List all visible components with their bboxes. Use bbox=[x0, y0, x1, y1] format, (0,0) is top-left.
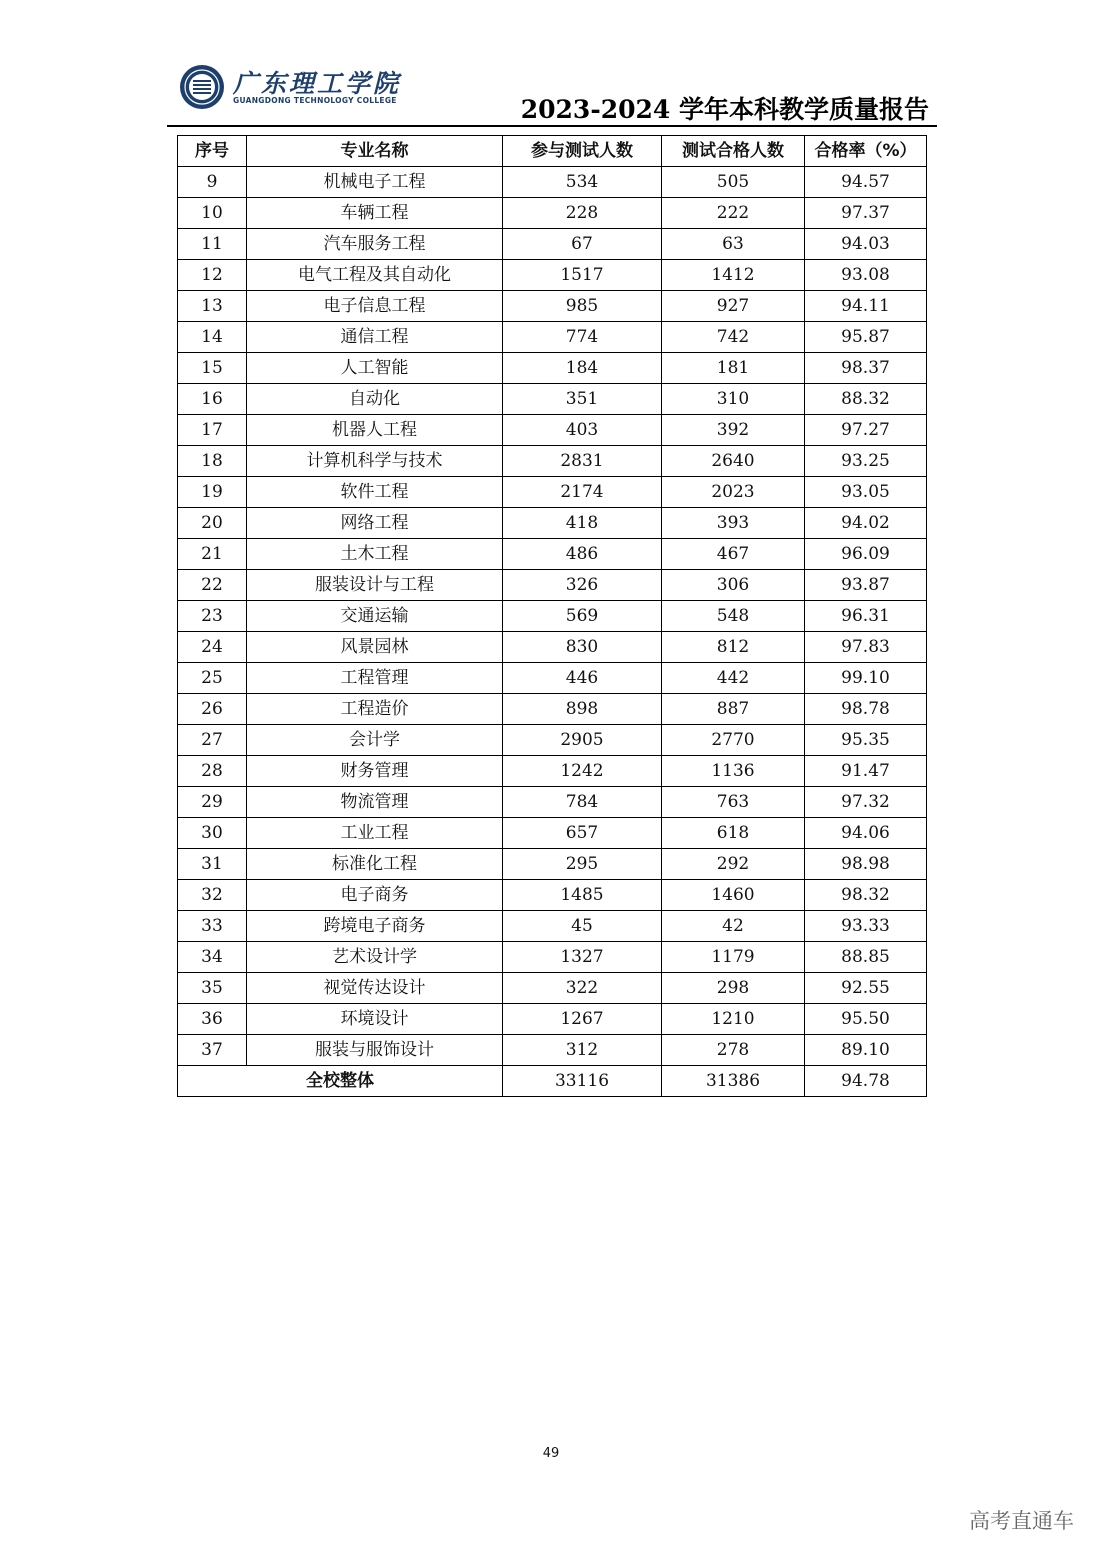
pass-rate: 94.03 bbox=[805, 229, 927, 260]
passed: 298 bbox=[662, 973, 805, 1004]
participants: 295 bbox=[503, 849, 662, 880]
major-name: 人工智能 bbox=[247, 353, 503, 384]
passed: 63 bbox=[662, 229, 805, 260]
pass-rate: 94.11 bbox=[805, 291, 927, 322]
column-header: 专业名称 bbox=[247, 136, 503, 167]
row-number: 12 bbox=[178, 260, 247, 291]
participants: 534 bbox=[503, 167, 662, 198]
row-number: 20 bbox=[178, 508, 247, 539]
table-row bbox=[178, 756, 927, 787]
school-name-en: GUANGDONG TECHNOLOGY COLLEGE bbox=[233, 96, 397, 105]
row-number: 28 bbox=[178, 756, 247, 787]
major-name: 会计学 bbox=[247, 725, 503, 756]
participants: 446 bbox=[503, 663, 662, 694]
participants: 774 bbox=[503, 322, 662, 353]
major-name: 机械电子工程 bbox=[247, 167, 503, 198]
table-row bbox=[178, 694, 927, 725]
participants: 985 bbox=[503, 291, 662, 322]
row-number: 15 bbox=[178, 353, 247, 384]
school-seal-icon bbox=[179, 64, 225, 110]
major-name: 土木工程 bbox=[247, 539, 503, 570]
row-number: 26 bbox=[178, 694, 247, 725]
major-name: 工业工程 bbox=[247, 818, 503, 849]
row-number: 11 bbox=[178, 229, 247, 260]
row-number: 21 bbox=[178, 539, 247, 570]
major-name: 车辆工程 bbox=[247, 198, 503, 229]
row-number: 35 bbox=[178, 973, 247, 1004]
table-row bbox=[178, 229, 927, 260]
table-row bbox=[178, 384, 927, 415]
participants: 2174 bbox=[503, 477, 662, 508]
row-number: 14 bbox=[178, 322, 247, 353]
column-header: 测试合格人数 bbox=[662, 136, 805, 167]
page-header bbox=[167, 58, 937, 128]
passed: 505 bbox=[662, 167, 805, 198]
table-row bbox=[178, 570, 927, 601]
major-name: 视觉传达设计 bbox=[247, 973, 503, 1004]
row-number: 27 bbox=[178, 725, 247, 756]
row-number: 10 bbox=[178, 198, 247, 229]
row-number: 17 bbox=[178, 415, 247, 446]
table-row bbox=[178, 291, 927, 322]
participants: 45 bbox=[503, 911, 662, 942]
pass-rate: 96.31 bbox=[805, 601, 927, 632]
major-name: 服装与服饰设计 bbox=[247, 1035, 503, 1066]
passed: 2640 bbox=[662, 446, 805, 477]
total-row bbox=[178, 1066, 927, 1097]
table-row bbox=[178, 198, 927, 229]
column-header: 合格率（%） bbox=[805, 136, 927, 167]
passed: 1179 bbox=[662, 942, 805, 973]
pass-rate: 96.09 bbox=[805, 539, 927, 570]
passed: 1136 bbox=[662, 756, 805, 787]
major-name: 财务管理 bbox=[247, 756, 503, 787]
passed: 927 bbox=[662, 291, 805, 322]
passed: 392 bbox=[662, 415, 805, 446]
table-row bbox=[178, 415, 927, 446]
pass-rate: 95.35 bbox=[805, 725, 927, 756]
pass-rate: 88.32 bbox=[805, 384, 927, 415]
passed: 393 bbox=[662, 508, 805, 539]
passed: 1412 bbox=[662, 260, 805, 291]
table-row bbox=[178, 787, 927, 818]
major-name: 机器人工程 bbox=[247, 415, 503, 446]
pass-rate: 88.85 bbox=[805, 942, 927, 973]
major-name: 工程管理 bbox=[247, 663, 503, 694]
passed: 2023 bbox=[662, 477, 805, 508]
pass-rate: 97.32 bbox=[805, 787, 927, 818]
participants: 486 bbox=[503, 539, 662, 570]
major-name: 交通运输 bbox=[247, 601, 503, 632]
major-name: 网络工程 bbox=[247, 508, 503, 539]
row-number: 36 bbox=[178, 1004, 247, 1035]
passed: 306 bbox=[662, 570, 805, 601]
participants: 898 bbox=[503, 694, 662, 725]
row-number: 31 bbox=[178, 849, 247, 880]
passed: 442 bbox=[662, 663, 805, 694]
report-title: 2023-2024 学年本科教学质量报告 bbox=[520, 95, 929, 124]
major-name: 标准化工程 bbox=[247, 849, 503, 880]
row-number: 16 bbox=[178, 384, 247, 415]
pass-rate: 94.06 bbox=[805, 818, 927, 849]
pass-rate: 93.25 bbox=[805, 446, 927, 477]
participants: 228 bbox=[503, 198, 662, 229]
pass-rate: 92.55 bbox=[805, 973, 927, 1004]
passed: 1210 bbox=[662, 1004, 805, 1035]
passed: 42 bbox=[662, 911, 805, 942]
pass-rate: 99.10 bbox=[805, 663, 927, 694]
major-name: 服装设计与工程 bbox=[247, 570, 503, 601]
table-row bbox=[178, 880, 927, 911]
table-row bbox=[178, 508, 927, 539]
table-row bbox=[178, 942, 927, 973]
row-number: 29 bbox=[178, 787, 247, 818]
passed: 2770 bbox=[662, 725, 805, 756]
major-name: 风景园林 bbox=[247, 632, 503, 663]
participants: 784 bbox=[503, 787, 662, 818]
table-row bbox=[178, 1035, 927, 1066]
major-name: 通信工程 bbox=[247, 322, 503, 353]
passed: 1460 bbox=[662, 880, 805, 911]
participants: 1242 bbox=[503, 756, 662, 787]
participants: 184 bbox=[503, 353, 662, 384]
total-participants: 33116 bbox=[503, 1066, 662, 1097]
passed: 548 bbox=[662, 601, 805, 632]
row-number: 30 bbox=[178, 818, 247, 849]
row-number: 9 bbox=[178, 167, 247, 198]
pass-rate: 89.10 bbox=[805, 1035, 927, 1066]
table-row bbox=[178, 167, 927, 198]
major-name: 软件工程 bbox=[247, 477, 503, 508]
column-header: 参与测试人数 bbox=[503, 136, 662, 167]
table-row bbox=[178, 632, 927, 663]
table-row bbox=[178, 260, 927, 291]
row-number: 24 bbox=[178, 632, 247, 663]
passed: 222 bbox=[662, 198, 805, 229]
total-passed: 31386 bbox=[662, 1066, 805, 1097]
table-row bbox=[178, 353, 927, 384]
passed: 887 bbox=[662, 694, 805, 725]
major-name: 汽车服务工程 bbox=[247, 229, 503, 260]
column-header: 序号 bbox=[178, 136, 247, 167]
table-row bbox=[178, 849, 927, 880]
pass-rate: 93.87 bbox=[805, 570, 927, 601]
school-name-cn: 广东理工学院 bbox=[233, 69, 402, 98]
row-number: 37 bbox=[178, 1035, 247, 1066]
participants: 657 bbox=[503, 818, 662, 849]
major-name: 电气工程及其自动化 bbox=[247, 260, 503, 291]
passed: 742 bbox=[662, 322, 805, 353]
passed: 812 bbox=[662, 632, 805, 663]
pass-rate: 93.08 bbox=[805, 260, 927, 291]
row-number: 19 bbox=[178, 477, 247, 508]
pass-rate: 97.37 bbox=[805, 198, 927, 229]
passed: 618 bbox=[662, 818, 805, 849]
major-name: 自动化 bbox=[247, 384, 503, 415]
passed: 310 bbox=[662, 384, 805, 415]
pass-rate: 98.78 bbox=[805, 694, 927, 725]
participants: 569 bbox=[503, 601, 662, 632]
row-number: 33 bbox=[178, 911, 247, 942]
header-rule bbox=[167, 125, 937, 127]
table-row bbox=[178, 539, 927, 570]
pass-rate: 91.47 bbox=[805, 756, 927, 787]
participants: 403 bbox=[503, 415, 662, 446]
pass-rate: 93.33 bbox=[805, 911, 927, 942]
major-name: 跨境电子商务 bbox=[247, 911, 503, 942]
participants: 322 bbox=[503, 973, 662, 1004]
table-row bbox=[178, 1004, 927, 1035]
total-rate: 94.78 bbox=[805, 1066, 927, 1097]
passed: 278 bbox=[662, 1035, 805, 1066]
table-row bbox=[178, 818, 927, 849]
pass-rate: 97.27 bbox=[805, 415, 927, 446]
pass-rate: 95.50 bbox=[805, 1004, 927, 1035]
row-number: 22 bbox=[178, 570, 247, 601]
participants: 326 bbox=[503, 570, 662, 601]
major-name: 工程造价 bbox=[247, 694, 503, 725]
participants: 1267 bbox=[503, 1004, 662, 1035]
pass-rate: 93.05 bbox=[805, 477, 927, 508]
row-number: 13 bbox=[178, 291, 247, 322]
table-header-row bbox=[178, 136, 927, 167]
table-row bbox=[178, 725, 927, 756]
table-row bbox=[178, 973, 927, 1004]
table-row bbox=[178, 477, 927, 508]
row-number: 18 bbox=[178, 446, 247, 477]
pass-rate: 98.98 bbox=[805, 849, 927, 880]
watermark: 高考直通车 bbox=[969, 1509, 1074, 1533]
participants: 351 bbox=[503, 384, 662, 415]
pass-rate: 98.32 bbox=[805, 880, 927, 911]
participants: 67 bbox=[503, 229, 662, 260]
participants: 830 bbox=[503, 632, 662, 663]
pass-rate: 94.02 bbox=[805, 508, 927, 539]
table-row bbox=[178, 911, 927, 942]
row-number: 25 bbox=[178, 663, 247, 694]
major-name: 物流管理 bbox=[247, 787, 503, 818]
results-table bbox=[177, 135, 927, 1097]
table-row bbox=[178, 601, 927, 632]
passed: 292 bbox=[662, 849, 805, 880]
passed: 467 bbox=[662, 539, 805, 570]
row-number: 34 bbox=[178, 942, 247, 973]
passed: 181 bbox=[662, 353, 805, 384]
pass-rate: 98.37 bbox=[805, 353, 927, 384]
page-number: 49 bbox=[542, 1446, 560, 1461]
participants: 418 bbox=[503, 508, 662, 539]
table-row bbox=[178, 663, 927, 694]
major-name: 电子信息工程 bbox=[247, 291, 503, 322]
participants: 1517 bbox=[503, 260, 662, 291]
row-number: 32 bbox=[178, 880, 247, 911]
total-label: 全校整体 bbox=[178, 1066, 503, 1097]
participants: 2905 bbox=[503, 725, 662, 756]
table-row bbox=[178, 322, 927, 353]
passed: 763 bbox=[662, 787, 805, 818]
major-name: 环境设计 bbox=[247, 1004, 503, 1035]
row-number: 23 bbox=[178, 601, 247, 632]
participants: 312 bbox=[503, 1035, 662, 1066]
participants: 1485 bbox=[503, 880, 662, 911]
major-name: 电子商务 bbox=[247, 880, 503, 911]
pass-rate: 95.87 bbox=[805, 322, 927, 353]
table-body bbox=[178, 167, 927, 1066]
pass-rate: 94.57 bbox=[805, 167, 927, 198]
table-row bbox=[178, 446, 927, 477]
participants: 2831 bbox=[503, 446, 662, 477]
participants: 1327 bbox=[503, 942, 662, 973]
major-name: 计算机科学与技术 bbox=[247, 446, 503, 477]
major-name: 艺术设计学 bbox=[247, 942, 503, 973]
pass-rate: 97.83 bbox=[805, 632, 927, 663]
